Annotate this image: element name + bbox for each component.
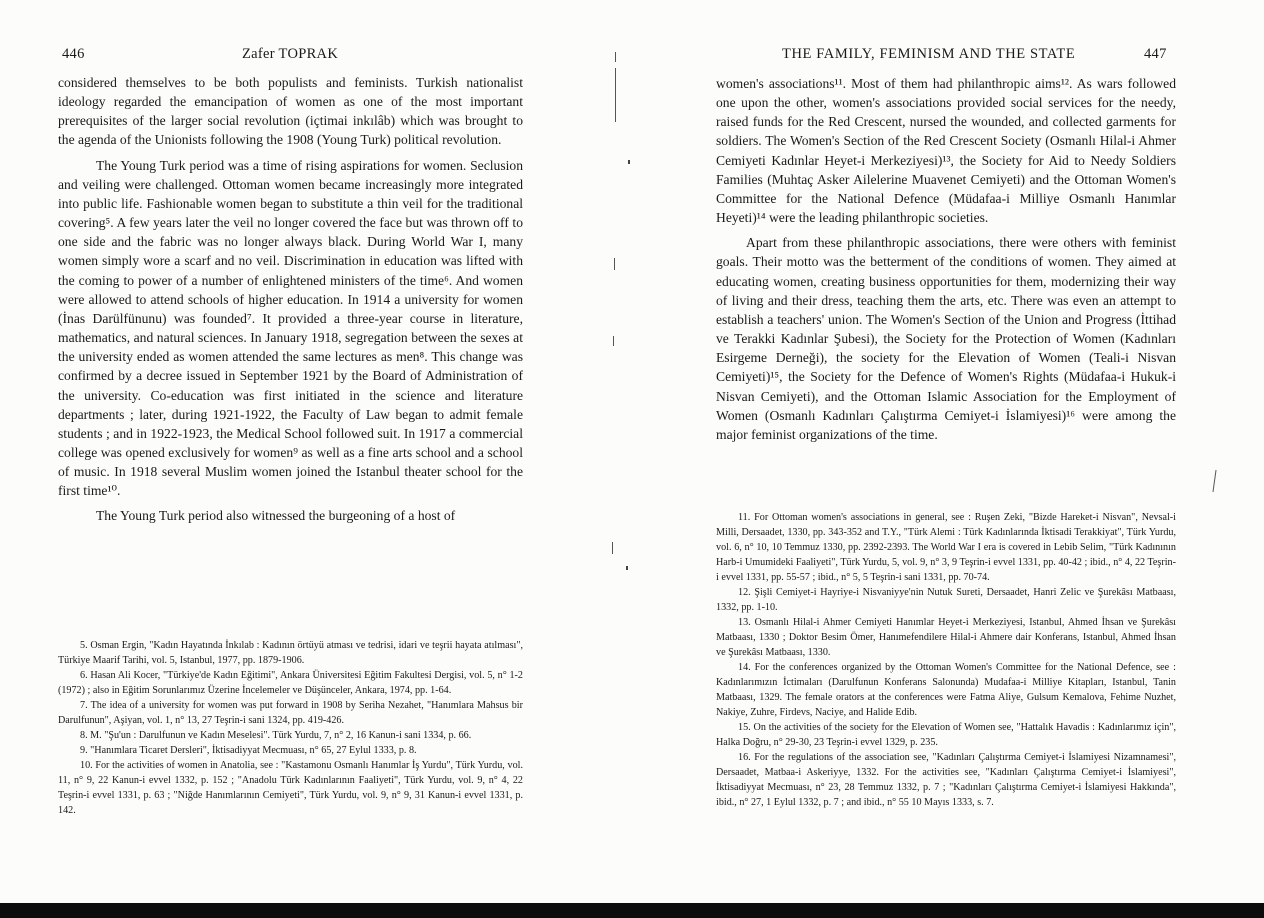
gutter-mark bbox=[612, 542, 613, 554]
scan-bottom-edge bbox=[0, 903, 1264, 918]
paragraph: The Young Turk period also witnessed the burgeoning of a host of bbox=[96, 508, 456, 524]
gutter-mark bbox=[614, 258, 615, 270]
paragraph: women's associations¹¹. Most of them had philanthropic aims¹². As wars followed one upon the other, women's associations provided social services for the needy, raised funds for the Red Crescent, nursed the wounded, and collected garments for soldiers. The Women's Section of the Red Crescent Society (Osmanlı Hilal-i Ahmer Cemiyeti Kadınlar Heyet-i Merkeziyesi)¹³, the Society for Aid to Needy Soldiers Families (Muhtaç Asker Ailelerine Muavenet Cemiyeti) and the Ottoman Women's Committee for the National Defence (Müdafaa-i Milliye Osmanlı Hanımlar Heyeti)¹⁴ were the leading philanthropic societies. bbox=[716, 76, 1176, 226]
paragraph: The Young Turk period was a time of rising aspirations for women. Seclusion and veiling were challenged. Ottoman women became increasingly more integrated into public life. Fashionable women began to substitute a thin veil for the traditional covering⁵. A few years later the veil no longer covered the face but was thrown off to one side and the fabric was no longer always black. During World War I, many women simply wore a scarf and no veil. Discrimination in education was lifted with the coming to power of a number of enlightened ministers of the time⁶. And women were allowed to attend schools of higher education. In 1914 a university for women (İnas Darülfünunu) was founded⁷. It provided a three-year course in literature, mathematics, and natural sciences. In January 1918, segregation between the sexes at the university ended as women attended the same lectures as men⁸. This change was confirmed by a decree issued in September 1921 by the Board of Administration of the university. Co-education was first initiated in the science and literature departments ; later, during 1921-1922, the Faculty of Law began to admit female students ; and in 1922-1923, the Medical School followed suit. In 1917 a commercial college was opened exclusively for women⁹ as well as a fine arts school and a school of music. In 1918 several Muslim women joined the Istanbul theater school for the first time¹⁰. bbox=[58, 157, 523, 499]
body-text bbox=[58, 73, 523, 526]
gutter-mark bbox=[626, 566, 628, 570]
footnote: 10. For the activities of women in Anatolia, see : "Kastamonu Osmanlı Hanımlar İş Yurdu", Türk Yurdu, vol. 11, n° 9, 22 Kanun-i evvel 1332, p. 152 ; "Anadolu Türk Kadınlarının Faaliyeti", Türk Yurdu, vol. 9, n° 4, 22 Teşrin-i evvel 1331, p. 63 ; "Niğde Hanımlarının Cemiyeti", Türk Yurdu, vol. 9, n° 9, 31 Kanun-i evvel 1331, p. 142. bbox=[58, 760, 523, 816]
paragraph: considered themselves to be both populists and feminists. Turkish nationalist ideology regarded the emancipation of women as one of the most important prerequisites of the larger social revolution (içtimai inkılâb) which was brought to the agenda of the Unionists following the 1908 (Young Turk) political revolution. bbox=[58, 75, 523, 148]
running-head: Zafer TOPRAK bbox=[242, 46, 339, 62]
gutter-mark bbox=[1212, 470, 1216, 492]
gutter-mark bbox=[628, 160, 630, 164]
footnote: 15. On the activities of the society for the Elevation of Women see, "Hattalık Havadis : Kadınlarımız için", Halka Doğru, n° 29-30, 23 Teşrin-i evvel 1329, p. 235. bbox=[716, 722, 1176, 748]
page-number: 447 bbox=[1144, 46, 1167, 62]
gutter-mark bbox=[613, 336, 614, 346]
footnote: 14. For the conferences organized by the Ottoman Women's Committee for the National Defence, see : Kadınlarımızın İctimaları (Darulfunun Konferans Salonunda) Mudafaa-i Milliye Kitapları, Istanbul, Tanin Matbaası, 1329. The female orators at the conferences were Fatma Aliye, Gulsum Kemalova, Fehime Nuzhet, Nakiye, Zuhre, Firdevs, Naciye, and Halide Edib. bbox=[716, 662, 1176, 718]
running-head: THE FAMILY, FEMINISM AND THE STATE bbox=[782, 46, 1076, 62]
footnote: 16. For the regulations of the association see, "Kadınları Çalıştırma Cemiyet-i İslamiyesi Nizamnamesi", Dersaadet, Matbaa-i Askeriyye, 1332. For the activities see, "Kadınları Çalıştırma Cemiyet-i İslamiyesi", İktisadiyyat Mecmuası, n° 23, 28 Temmuz 1332, p. 7 ; "Kadınları Çalıştırma Cemiyet-i İslamiyesi Hakkında", ibid., n° 27, 1 Eylul 1332, p. 7 ; and ibid., n° 55 10 Mayıs 1333, s. 7. bbox=[716, 752, 1176, 808]
footnote: 9. "Hanımlara Ticaret Dersleri", İktisadiyyat Mecmuası, n° 65, 27 Eylul 1333, p. 8. bbox=[80, 745, 417, 756]
body-text bbox=[716, 74, 1176, 444]
gutter-mark bbox=[615, 68, 616, 122]
footnotes bbox=[58, 638, 523, 818]
footnote: 7. The idea of a university for women was put forward in 1908 by Seriha Nezahet, "Hanımlara Mahsus bir Darulfunun", Aşiyan, vol. 1, n° 13, 27 Teşrin-i sani 1324, pp. 419-426. bbox=[58, 700, 523, 726]
footnote: 5. Osman Ergin, "Kadın Hayatında İnkılab : Kadının örtüyü atması ve tedrisi, idari ve teşrii hayata atılması", Türkiye Maarif Tarihi, vol. 5, Istanbul, 1977, pp. 1879-1906. bbox=[58, 640, 523, 666]
paragraph: Apart from these philanthropic associations, there were others with feminist goals. Their motto was the betterment of the conditions of women. They aimed at educating women, creating business opportunities for them, modernizing their way of living and their dress, teaching them the arts, etc. There was even an attempt to establish a teachers' union. The Women's Section of the Union and Progress (İttihad ve Terakki Kadınlar Şubesi), the Society for the Protection of Women (Kadınları Esirgeme Derneği), the society for the Elevation of Women (Teali-i Nisvan Cemiyeti)¹⁵, the Society for the Defence of Women's Rights (Müdafaa-i Hukuk-i Nisvan Cemiyeti), and the Ottoman Islamic Association for the Employment of Women (Osmanlı Kadınları Çalıştırma Cemiyet-i İslamiyesi)¹⁶ were among the major feminist organizations of the time. bbox=[716, 235, 1176, 442]
footnote: 8. M. "Şu'un : Darulfunun ve Kadın Meselesi". Türk Yurdu, 7, n° 2, 16 Kanun-i sani 1334, p. 66. bbox=[80, 730, 472, 741]
footnote: 11. For Ottoman women's associations in general, see : Ruşen Zeki, "Bizde Hareket-i Nisvan", Nevsal-i Milli, Dersaadet, 1330, pp. 343-352 and T.Y., "Türk Alemi : Türk Kadınlarında İktisadi Terakkiyat", Türk Yurdu, vol. 6, n° 10, 10 Temmuz 1330, pp. 2392-2393. The World War I era is covered in Lebib Selim, "Türk Kadınının Harb-i Umumideki Faaliyeti", Türk Yurdu, 5, vol. 9, n° 3, 9 Teşrin-i evvel 1331, pp. 40-42 ; ibid., n° 4, 22 Teşrin-i evvel 1331, pp. 55-57 ; ibid., n° 5, 5 Teşrin-i sani 1331, pp. 70-74. bbox=[716, 512, 1176, 583]
footnote: 6. Hasan Ali Kocer, "Türkiye'de Kadın Eğitimi", Ankara Üniversitesi Eğitim Fakultesi Dergisi, vol. 5, n° 1-2 (1972) ; also in Eğitim Sorunlarımız Üzerine İncelemeler ve Düşünceler, Ankara, 1974, pp. 1-64. bbox=[58, 670, 523, 696]
page-number: 446 bbox=[62, 46, 85, 62]
footnote: 13. Osmanlı Hilal-i Ahmer Cemiyeti Hanımlar Heyet-i Merkeziyesi, Istanbul, Ahmed İhsan ve Şurekâsı Matbaası, 1330 ; Doktor Besim Ömer, Hanımefendilere Hilal-i Ahmere dair Konferans, Istanbul, Ahmed İhsan ve Şurekâsı Matbaası, 1330. bbox=[716, 617, 1176, 658]
footnotes bbox=[716, 510, 1176, 810]
footnote: 12. Şişli Cemiyet-i Hayriye-i Nisvaniyye'nin Nutuk Sureti, Dersaadet, Hanri Zelic ve Şurekâsı Matbaası, 1332, pp. 1-10. bbox=[716, 587, 1176, 613]
gutter-mark bbox=[615, 52, 616, 62]
